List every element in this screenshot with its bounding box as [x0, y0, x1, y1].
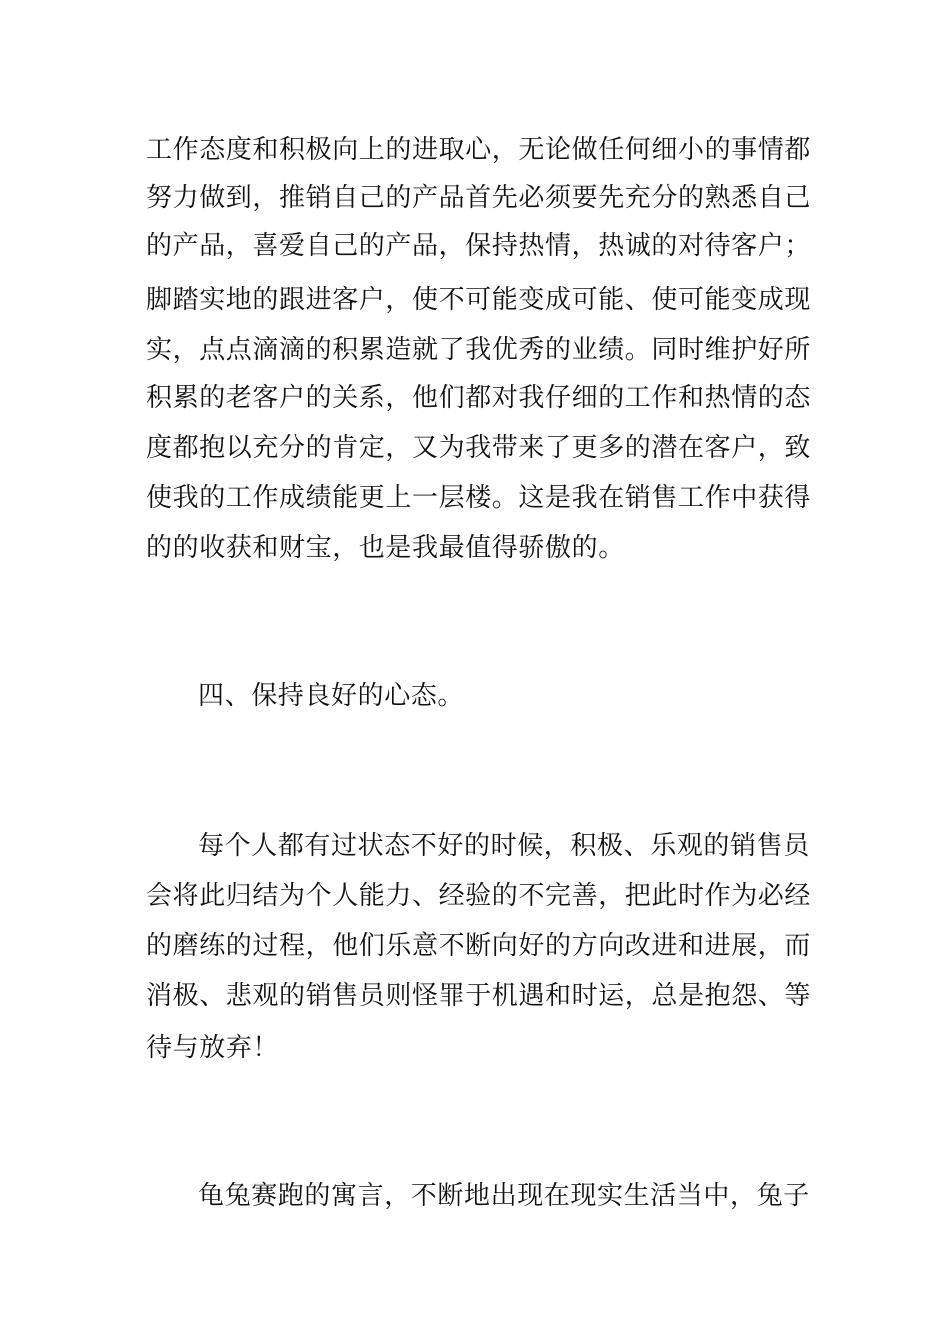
paragraph-line: 努力做到，推销自己的产品首先必须要先充分的熟悉自己: [146, 183, 812, 213]
paragraph-line: 待与放弃！: [146, 1033, 280, 1063]
paragraph-line: 实，点点滴滴的积累造就了我优秀的业绩。同时维护好所: [146, 335, 812, 365]
paragraph-line: 脚踏实地的跟进客户，使不可能变成可能、使可能变成现: [146, 285, 812, 315]
paragraph-line: 工作态度和积极向上的进取心，无论做任何细小的事情都: [146, 135, 812, 165]
paragraph-line: 龟兔赛跑的寓言，不断地出现在现实生活当中，兔子: [198, 1181, 810, 1211]
paragraph-line: 消极、悲观的销售员则怪罪于机遇和时运，总是抱怨、等: [146, 981, 812, 1011]
paragraph-line: 使我的工作成绩能更上一层楼。这是我在销售工作中获得: [146, 483, 812, 513]
paragraph-line: 的磨练的过程，他们乐意不断向好的方向改进和进展，而: [146, 931, 812, 961]
section-heading: 四、保持良好的心态。: [198, 681, 465, 711]
paragraph-line: 的的收获和财宝，也是我最值得骄傲的。: [146, 533, 625, 563]
paragraph-line: 每个人都有过状态不好的时候，积极、乐观的销售员: [198, 831, 810, 861]
paragraph-line: 的产品，喜爱自己的产品，保持热情，热诚的对待客户；: [146, 231, 812, 261]
paragraph-line: 会将此归结为个人能力、经验的不完善，把此时作为必经: [146, 881, 812, 911]
paragraph-line: 积累的老客户的关系，他们都对我仔细的工作和热情的态: [146, 383, 812, 413]
paragraph-line: 度都抱以充分的肯定，又为我带来了更多的潜在客户，致: [146, 433, 812, 463]
